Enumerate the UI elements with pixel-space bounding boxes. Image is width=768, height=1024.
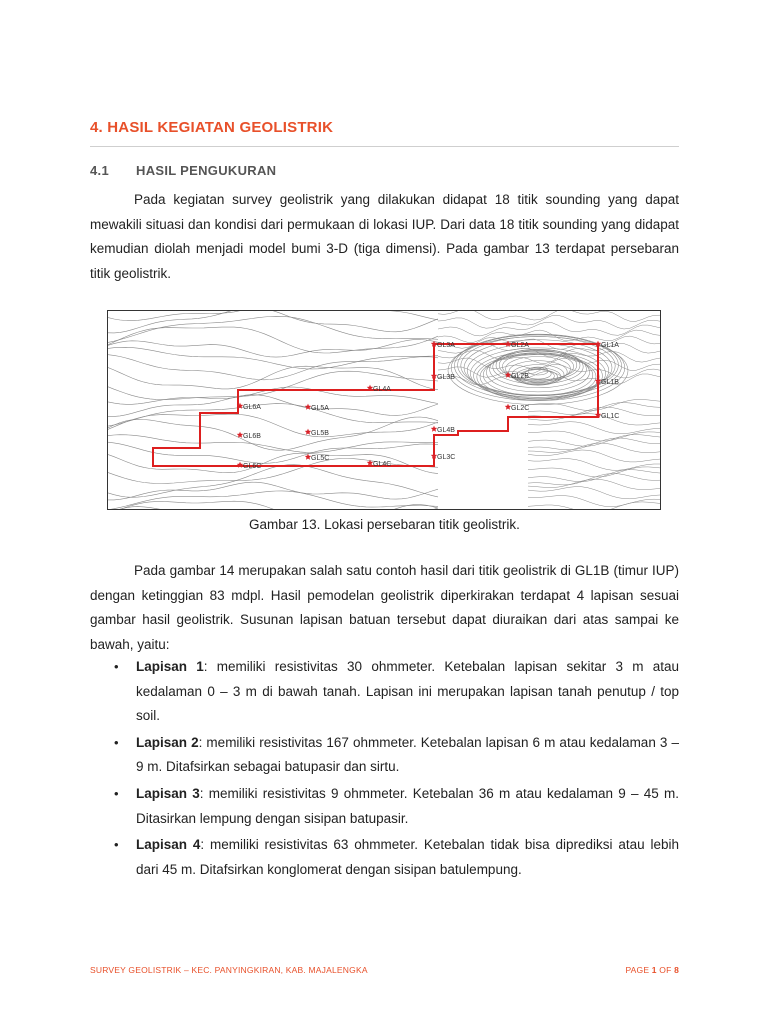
page-number: 1 [651,965,657,975]
section-heading [90,163,276,178]
page-prefix: PAGE [625,965,652,975]
sounding-label-gl5b: GL5B [311,430,329,437]
figure-caption: Gambar 13. Lokasi persebaran titik geolistrik. [249,517,520,532]
bullet: • [114,659,119,674]
contour-line [528,422,660,434]
contour-map [108,311,660,509]
footer-title: SURVEY GEOLISTRIK – KEC. PANYINGKIRAN, KAB. MAJALENGKA [90,965,368,975]
contour-line [108,414,438,437]
layer-item-2 [90,731,679,780]
layer-name: Lapisan 1 [136,659,204,674]
contour-line [108,340,438,358]
sounding-label-gl6b: GL6B [243,433,261,440]
sounding-label-gl2b: GL2B [511,373,529,380]
contour-line [108,327,438,353]
contour-line [108,316,438,342]
contour-line [108,417,438,450]
bullet: • [114,785,119,801]
sounding-label-gl2a: GL2A [511,342,529,349]
sounding-label-gl3a: GL3A [437,342,455,349]
bullet: • [114,734,119,750]
contour-line [528,431,660,441]
sounding-label-gl1c: GL1C [601,413,620,420]
contour-line [438,315,660,329]
contour-line [108,501,438,509]
sounding-label-gl5c: GL5C [311,455,330,462]
contour-line [438,311,660,321]
section-number: 4.1 [90,163,109,178]
sounding-label-gl3c: GL3C [437,454,456,461]
iup-boundary-polygon [153,344,598,466]
sounding-label-gl4c: GL4C [373,461,392,468]
contour-line [528,438,660,450]
layer-item-3 [90,782,679,831]
sounding-points [237,341,619,470]
chapter-title: 4. HASIL KEGIATAN GEOLISTRIK [90,119,334,136]
layer-name: Lapisan 3 [136,785,200,801]
contour-line [108,347,438,369]
sounding-label-gl5a: GL5A [311,405,329,412]
contour-line [108,465,438,498]
contour-line [108,491,438,509]
sounding-label-gl6c: GL6C [243,463,262,470]
footer-page-indicator [625,965,679,975]
layer-name: Lapisan 4 [136,837,201,853]
contour-ridge [467,344,609,398]
contour-line [528,479,660,490]
sounding-label-gl1a: GL1A [601,342,619,349]
topographic-contours [108,311,660,509]
section-title: HASIL PENGUKURAN [136,163,277,178]
bullet: • [114,837,119,853]
contour-line [528,414,660,426]
layer-item-4 [90,833,679,882]
contour-line [108,311,438,333]
sounding-label-gl4b: GL4B [437,427,455,434]
sounding-label-gl6a: GL6A [243,404,261,411]
contour-line [528,502,660,509]
contour-line [528,470,660,482]
layer-description: : memiliki resistivitas 9 ohmmeter. Ketebalan 36 m atau kedalaman 9 – 45 m. Ditasirkan lempung dengan sisipan batupasir. [136,785,679,826]
layer-item-1 [90,655,679,729]
contour-line [438,322,660,336]
layer-description: : memiliki resistivitas 63 ohmmeter. Ketebalan tidak bisa diprediksi atau lebih dari 45 m. Ditafsirkan konglomerat dengan sisipan batulempung. [136,837,679,877]
sounding-label-gl4a: GL4A [373,386,391,393]
contour-line [528,459,660,471]
sounding-label-gl1b: GL1B [601,379,619,386]
layer-name: Lapisan 2 [136,734,199,750]
contour-line [108,311,438,321]
page-of: OF [656,965,675,975]
page-total: 8 [674,965,679,975]
geoelectric-location-map [107,310,661,510]
sounding-label-gl2c: GL2C [511,405,530,412]
sounding-label-gl3b: GL3B [437,374,455,381]
layer-list [90,655,679,884]
results-paragraph: Pada gambar 14 merupakan salah satu contoh hasil dari titik geolistrik di GL1B (timur IUP) dengan ketinggian 83 mdpl. Hasil pemodelan geolistrik diperkirakan terdapat 4 lapisan sesuai gambar hasil geolistrik. Susunan lapisan batuan tersebut dapat diuraikan dari atas sampai ke bawah, yaitu: [90,563,679,652]
contour-line [528,435,660,447]
layer-description: : memiliki resistivitas 167 ohmmeter. Ketebalan lapisan 6 m atau kedalaman 3 – 9 m. Ditafsirkan sebagai batupasir dan sirtu. [136,734,679,775]
title-divider [90,146,679,147]
layer-description: : memiliki resistivitas 30 ohmmeter. Ketebalan lapisan sekitar 3 m atau kedalaman 0 – 3 m di bawah tanah. Lapisan ini merupakan lapisan tanah penutup / top soil. [136,659,679,724]
contour-line [528,467,660,477]
contour-line [528,487,660,499]
contour-line [528,407,660,417]
contour-ridge [486,353,589,392]
intro-paragraph: Pada kegiatan survey geolistrik yang dilakukan didapat 18 titik sounding yang dapat mewakili situasi dan kondisi dari permukaan di lokasi IUP. Dari data 18 titik sounding yang didapat kemudian diolah menjadi model bumi 3-D (tiga dimensi). Pada gambar 13 terdapat persebaran titik geolistrik. [90,192,679,281]
